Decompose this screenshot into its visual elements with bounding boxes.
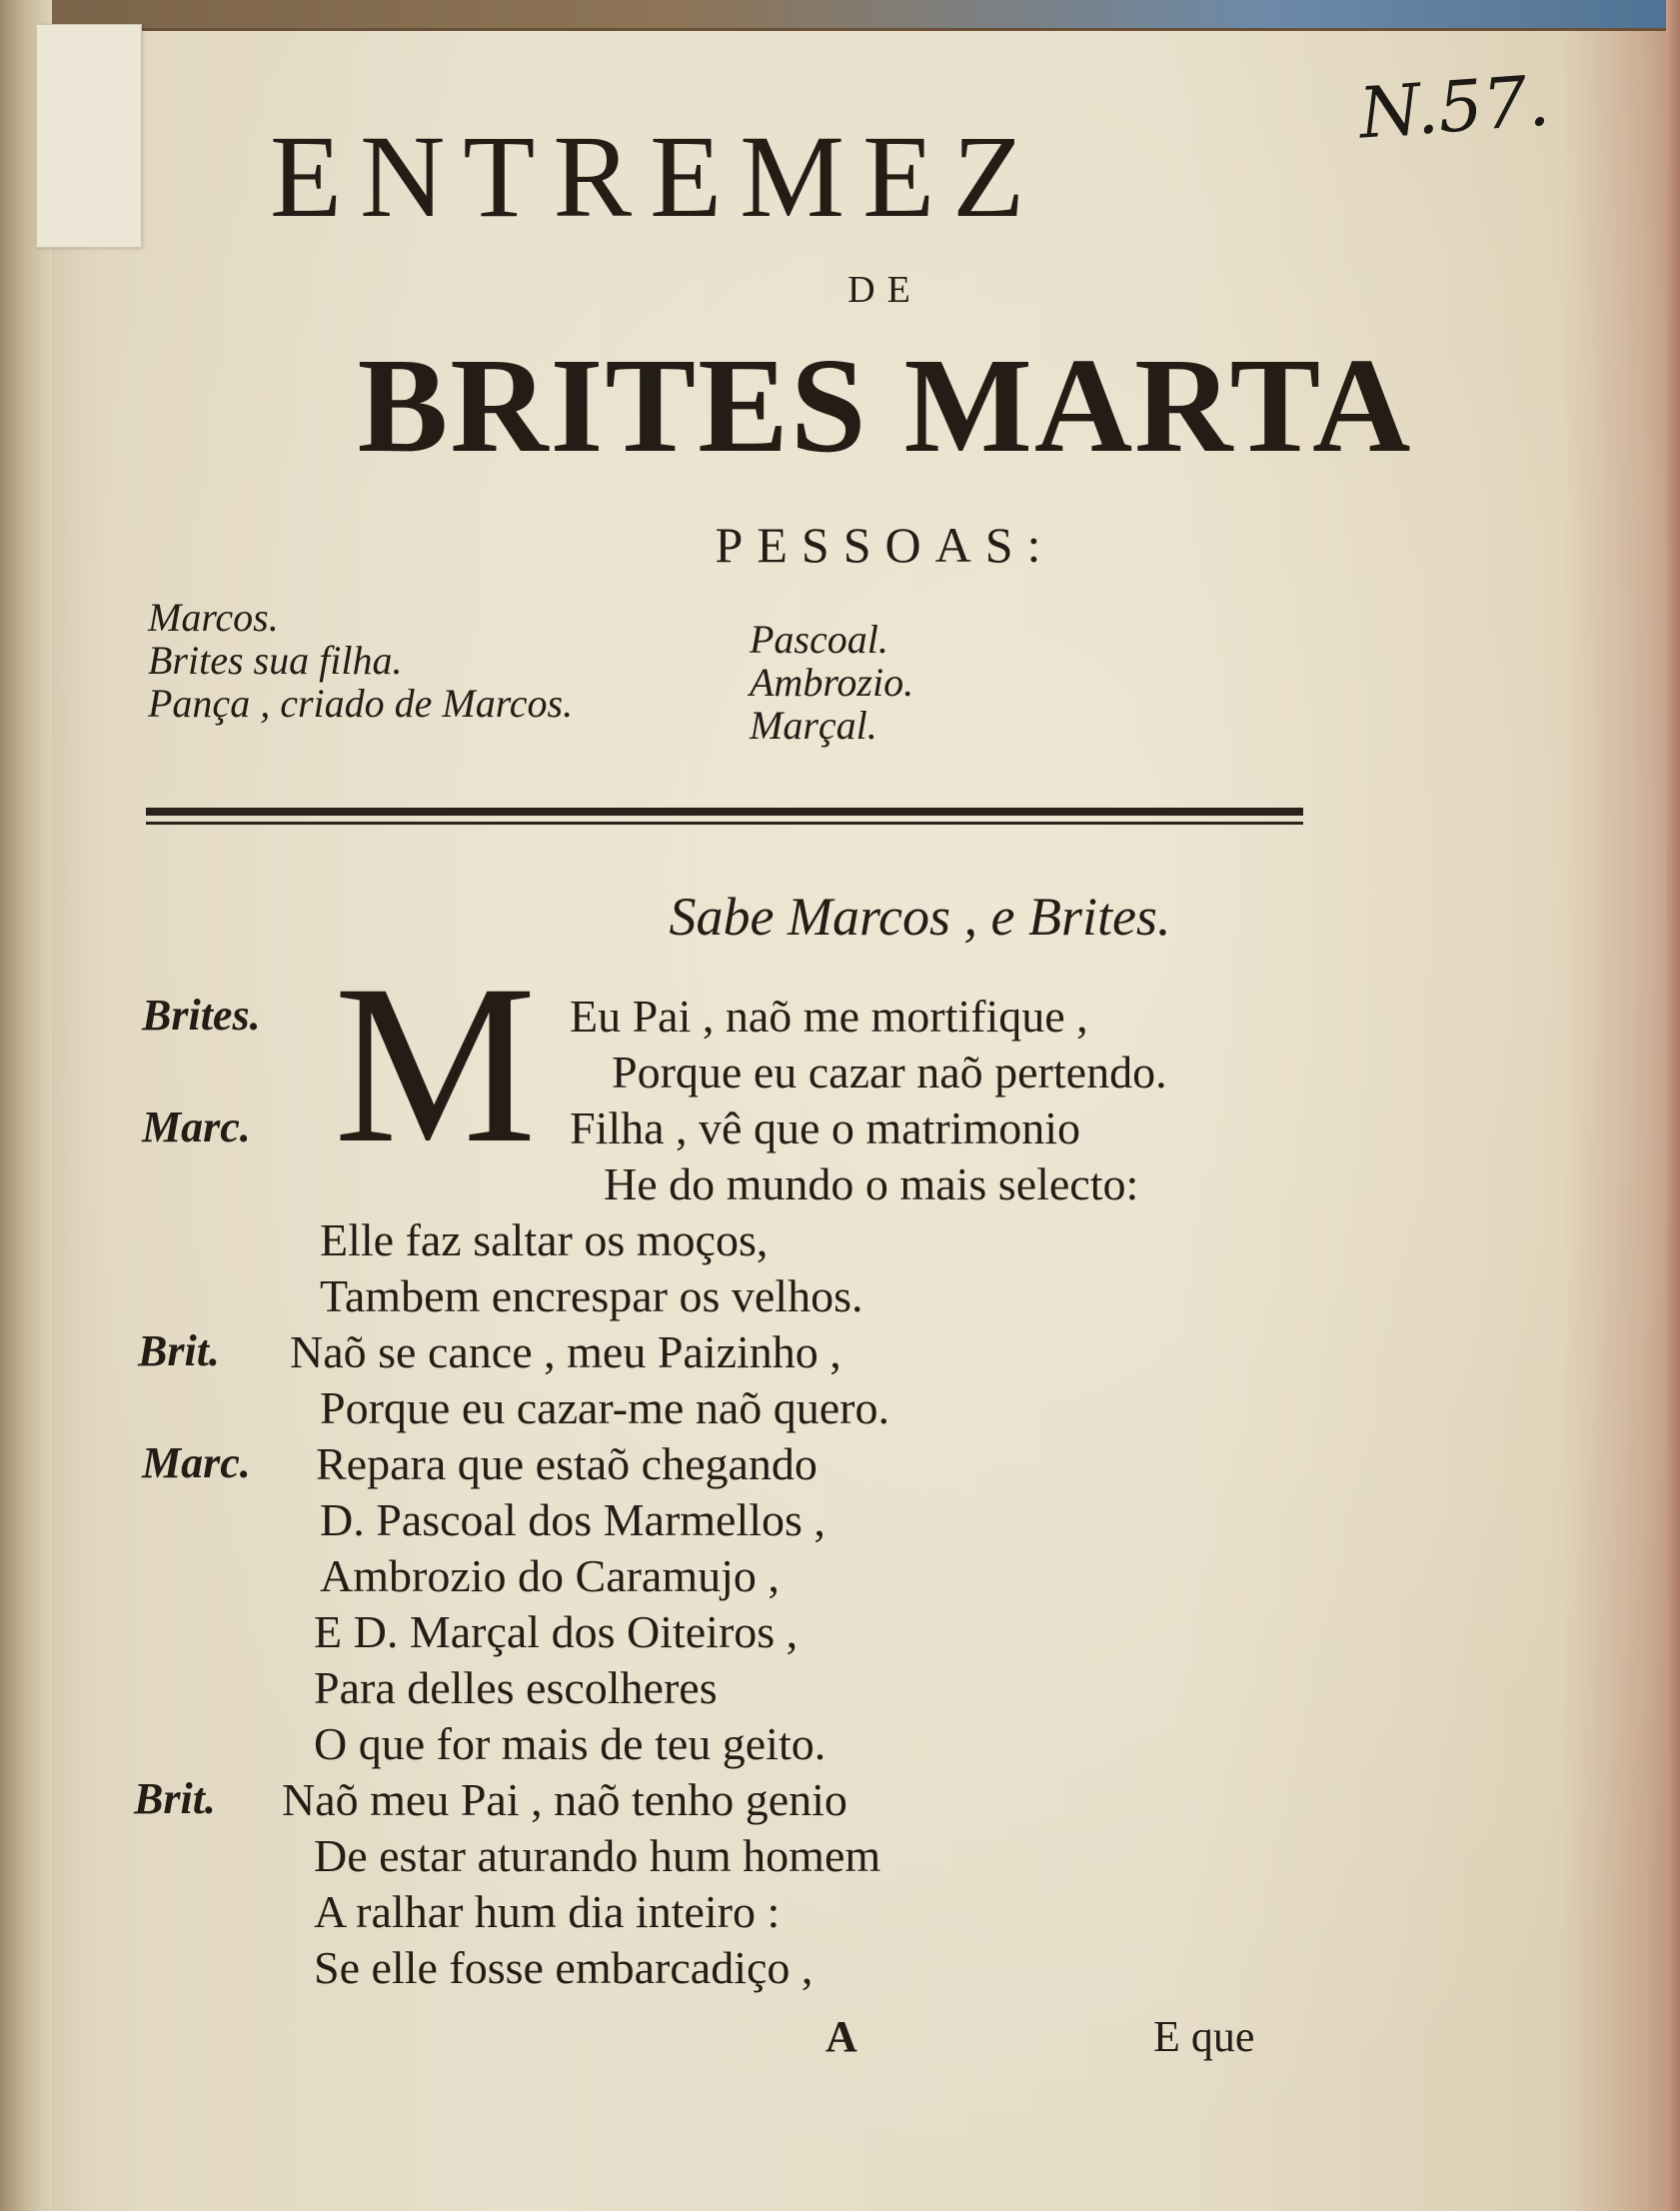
verse-line: De estar aturando hum homem <box>314 1830 881 1881</box>
verse-line: Naõ meu Pai , naõ tenho genio <box>282 1774 847 1825</box>
verse-line: D. Pascoal dos Marmellos , <box>320 1494 826 1545</box>
verse-line: Elle faz saltar os moços, <box>320 1214 769 1265</box>
speaker-label: Brit. <box>138 1326 220 1375</box>
title-connector: DE <box>847 269 922 311</box>
verse-line: O que for mais de teu geito. <box>314 1718 827 1769</box>
verse-line: Repara que estaõ chegando <box>316 1438 818 1489</box>
cast-member: Marçal. <box>750 703 877 748</box>
verse-line: He do mundo o mais selecto: <box>604 1158 1139 1209</box>
verse-line: Ambrozio do Caramujo , <box>320 1550 780 1601</box>
speaker-label: Marc. <box>142 1438 251 1487</box>
speaker-label: Brit. <box>134 1774 216 1823</box>
cast-list-right <box>750 618 913 747</box>
signature-mark: A <box>826 2012 857 2061</box>
scene-direction: Sabe Marcos , e Brites. <box>669 887 1171 947</box>
verse-line: Filha , vê que o matrimonio <box>570 1103 1081 1153</box>
verse-line: Eu Pai , naõ me mortifique , <box>570 991 1088 1042</box>
paper-tab <box>36 24 142 248</box>
cast-member: Brites sua filha. <box>148 638 403 683</box>
verse-line: Tambem encrespar os velhos. <box>320 1270 863 1321</box>
cast-list-left <box>148 596 573 725</box>
binding-edge <box>0 0 1680 31</box>
double-rule-divider <box>146 808 1303 828</box>
page-edge <box>1666 0 1680 2211</box>
cast-member: Ambrozio. <box>750 660 914 705</box>
verse-line: Se elle fosse embarcadiço , <box>314 1942 814 1993</box>
catchword: E que <box>1153 2012 1255 2061</box>
verse-line: E D. Marçal dos Oiteiros , <box>314 1606 799 1657</box>
page-gutter <box>0 0 52 2211</box>
cast-heading: PESSOAS: <box>715 517 1055 573</box>
cast-member: Pança , criado de Marcos. <box>148 681 574 726</box>
verse-line: Para delles escolheres <box>314 1662 718 1713</box>
handwritten-shelfmark: N.57. <box>1356 59 1552 155</box>
verse-line: Porque eu cazar naõ pertendo. <box>612 1047 1167 1098</box>
cast-member: Marcos. <box>148 595 279 640</box>
speaker-label: Marc. <box>142 1103 251 1151</box>
verse-line: Porque eu cazar-me naõ quero. <box>320 1382 889 1433</box>
cast-member: Pascoal. <box>750 617 888 662</box>
page-subtitle: BRITES MARTA <box>357 331 1413 481</box>
verse-line: A ralhar hum dia inteiro : <box>314 1886 781 1937</box>
page-title: ENTREMEZ <box>270 111 1043 242</box>
drop-cap: M <box>334 939 537 1190</box>
speaker-label: Brites. <box>142 991 261 1040</box>
verse-line: Naõ se cance , meu Paizinho , <box>290 1326 841 1377</box>
